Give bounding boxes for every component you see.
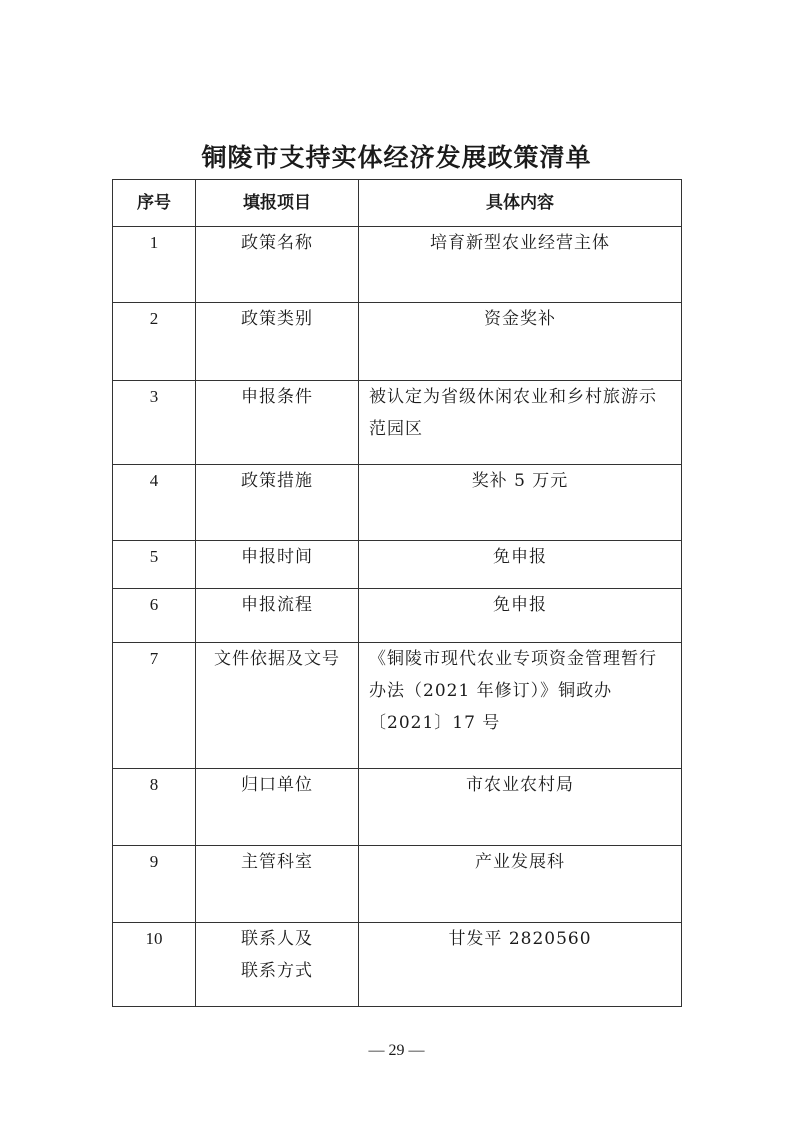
row-no: 4: [113, 465, 196, 541]
row-no: 9: [113, 846, 196, 923]
row-content: 培育新型农业经营主体: [359, 227, 682, 303]
row-item: 申报条件: [196, 381, 359, 465]
row-no: 3: [113, 381, 196, 465]
table-row: [113, 541, 682, 589]
row-content: 市农业农村局: [359, 769, 682, 846]
row-item: 联系人及联系方式: [196, 923, 359, 1007]
header-content: 具体内容: [359, 180, 682, 227]
row-content: 免申报: [359, 589, 682, 643]
row-item: 文件依据及文号: [196, 643, 359, 769]
page-number: — 29 —: [368, 1042, 425, 1059]
row-item: 政策措施: [196, 465, 359, 541]
table-row: [113, 769, 682, 846]
row-no: 10: [113, 923, 196, 1007]
table-row: [113, 923, 682, 1007]
row-item: 归口单位: [196, 769, 359, 846]
row-content: 奖补 5 万元: [359, 465, 682, 541]
row-item: 申报流程: [196, 589, 359, 643]
row-item: 政策名称: [196, 227, 359, 303]
policy-table: [112, 179, 682, 1007]
row-no: 8: [113, 769, 196, 846]
table-row: [113, 465, 682, 541]
row-no: 6: [113, 589, 196, 643]
table-row: [113, 846, 682, 923]
row-content: 资金奖补: [359, 303, 682, 381]
table-row: [113, 643, 682, 769]
table-row: [113, 589, 682, 643]
row-content: 甘发平 2820560: [359, 923, 682, 1007]
row-no: 7: [113, 643, 196, 769]
row-content: 产业发展科: [359, 846, 682, 923]
row-no: 2: [113, 303, 196, 381]
table-row: [113, 381, 682, 465]
document-title: 铜陵市支持实体经济发展政策清单: [201, 143, 592, 172]
header-item: 填报项目: [196, 180, 359, 227]
row-content: 免申报: [359, 541, 682, 589]
row-no: 1: [113, 227, 196, 303]
table-row: [113, 303, 682, 381]
row-content: 《铜陵市现代农业专项资金管理暂行办法（2021 年修订）》铜政办〔2021〕17 号: [359, 643, 682, 769]
row-item: 政策类别: [196, 303, 359, 381]
row-content: 被认定为省级休闲农业和乡村旅游示范园区: [359, 381, 682, 465]
row-item: 申报时间: [196, 541, 359, 589]
row-item: 主管科室: [196, 846, 359, 923]
table-row: [113, 227, 682, 303]
row-no: 5: [113, 541, 196, 589]
table-header-row: [113, 180, 682, 227]
header-no: 序号: [113, 180, 196, 227]
